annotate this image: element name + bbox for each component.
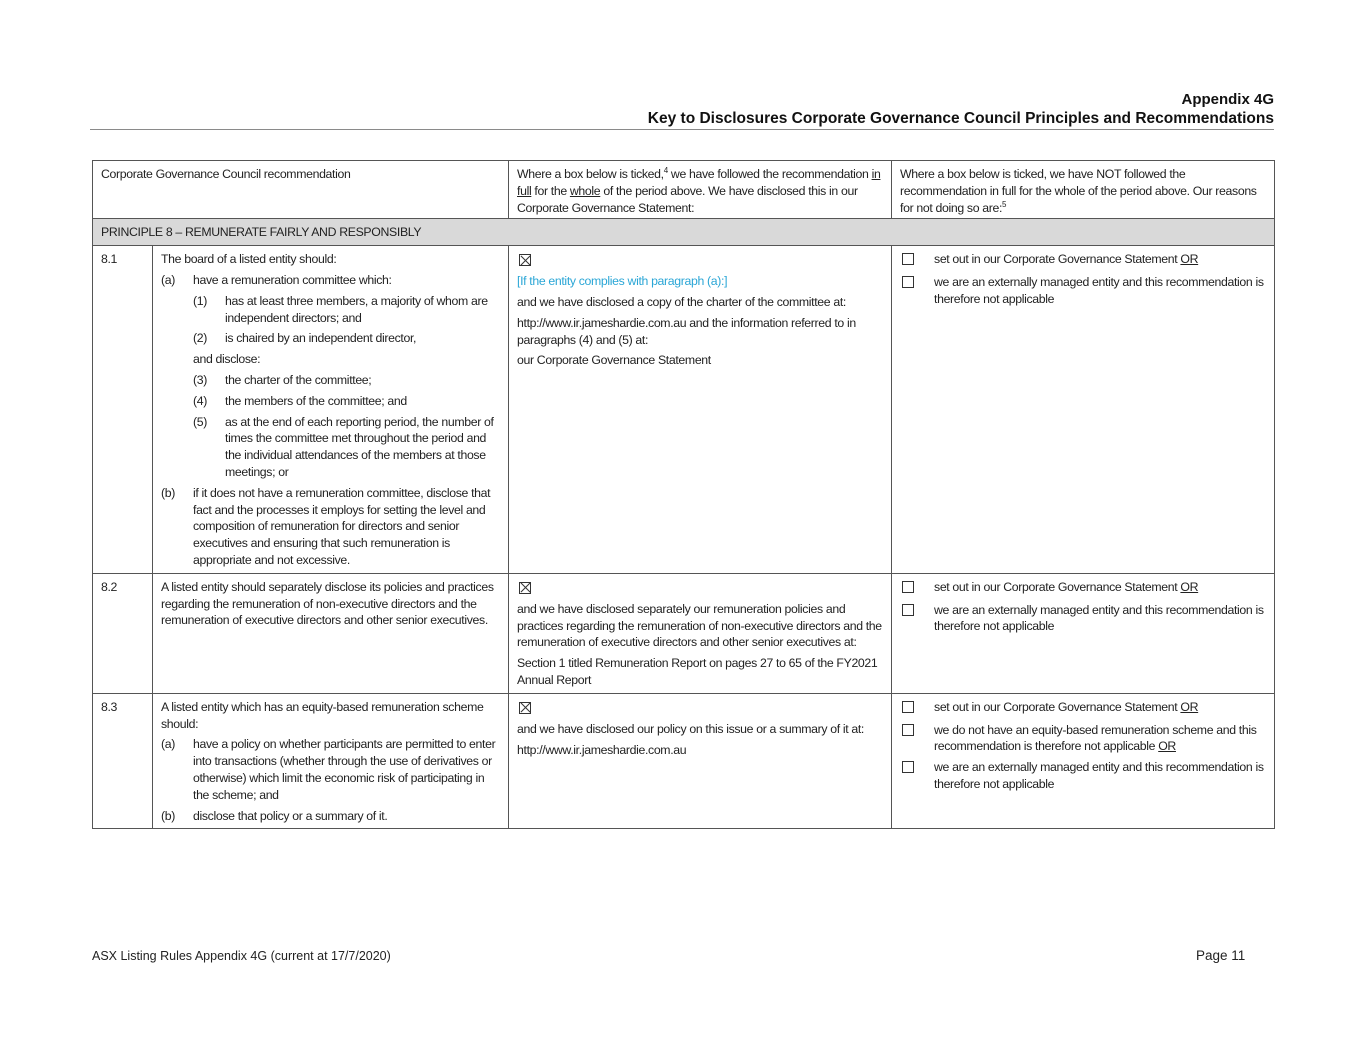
not-followed-cell: set out in our Corporate Governance Statement OR we do not have an equity-based remuneration scheme and this recommendation is therefore not applicable OR we are an externally managed entity and this recommendation is therefore not applicable: [892, 693, 1275, 829]
recommendation-id: 8.2: [93, 573, 153, 693]
page-header: [90, 91, 1274, 130]
checked-box-icon[interactable]: [519, 702, 531, 714]
column-header-followed: Where a box below is ticked,$^4$ we have followed the recommendation in full for the whole of the period above. We have disclosed this in our Corporate Governance Statement:: [509, 161, 892, 219]
unchecked-box-icon[interactable]: [902, 724, 914, 736]
footer-source: ASX Listing Rules Appendix 4G (current at 17/7/2020): [92, 949, 391, 963]
page-number: Page 11: [1196, 948, 1246, 963]
unchecked-box-icon[interactable]: [902, 604, 914, 616]
column-header-recommendation: Corporate Governance Council recommendation: [93, 161, 509, 219]
unchecked-box-icon[interactable]: [902, 253, 914, 265]
appendix-title: Appendix 4G: [1181, 91, 1274, 108]
column-header-not-followed: Where a box below is ticked, we have NOT followed the recommendation in full for the whole of the period above. Our reasons for not doing so are:$^5$: [892, 161, 1275, 219]
followed-cell: and we have disclosed separately our remuneration policies and practices regarding the remuneration of non-executive directors and the remuneration of executive directors and other senior executives at: Section 1 titled Remuneration Report on pages 27 to 65 of the FY2021 Annual Report: [509, 573, 892, 693]
recommendation-text: A listed entity should separately disclose its policies and practices regarding the remuneration of non-executive directors and the remuneration of executive directors and other senior executives.: [153, 573, 509, 693]
unchecked-box-icon[interactable]: [902, 276, 914, 288]
table-row: [93, 246, 1275, 574]
table-row: [93, 573, 1275, 693]
principle-heading: PRINCIPLE 8 – REMUNERATE FAIRLY AND RESPONSIBLY: [93, 219, 1275, 246]
checked-box-icon[interactable]: [519, 254, 531, 266]
recommendation-id: 8.3: [93, 693, 153, 829]
unchecked-box-icon[interactable]: [902, 761, 914, 773]
unchecked-box-icon[interactable]: [902, 701, 914, 713]
not-followed-cell: set out in our Corporate Governance Statement OR we are an externally managed entity and this recommendation is therefore not applicable: [892, 573, 1275, 693]
not-followed-cell: set out in our Corporate Governance Statement OR we are an externally managed entity and this recommendation is therefore not applicable: [892, 246, 1275, 574]
unchecked-box-icon[interactable]: [902, 581, 914, 593]
governance-table: [92, 160, 1275, 829]
footnote-5: 5: [1002, 199, 1007, 209]
table-header-row: [93, 161, 1275, 219]
recommendation-text: A listed entity which has an equity-based remuneration scheme should: (a) have a policy on whether participants are permitted to enter into transactions (whether through the use of derivatives or otherwise) which limit the economic risk of participating in the scheme; and (b) disclose that policy or a summary of it.: [153, 693, 509, 829]
compliance-note: [If the entity complies with paragraph (a):]: [517, 274, 728, 289]
followed-cell: [If the entity complies with paragraph (a):] and we have disclosed a copy of the charter of the committee at: http://www.ir.jameshardie.com.au and the information referred to in paragraphs (4) and (5) at: our Corporate Governance Statement: [509, 246, 892, 574]
recommendation-id: 8.1: [93, 246, 153, 574]
table-row: [93, 693, 1275, 829]
footnote-4: 4: [663, 165, 668, 175]
checked-box-icon[interactable]: [519, 582, 531, 594]
followed-cell: and we have disclosed our policy on this issue or a summary of it at: http://www.ir.jameshardie.com.au: [509, 693, 892, 829]
document-subtitle: Key to Disclosures Corporate Governance Council Principles and Recommendations: [647, 110, 1274, 127]
principle-row: [93, 219, 1275, 246]
recommendation-text: The board of a listed entity should: (a) have a remuneration committee which: (1) has at least three members, a majority of whom are independent directors; and (2) is chaired by an independent director, and disclose: (3) the charter of the committee; (4) the members of the committee; and (5) as at the end of each reporting period, the number of times the committee met throughout the period and the individual attendances of the members at those meetings; or (b) if it does not have a remuneration committee, disclose that fact and the processes it employs for setting the level and composition of remuneration for directors and senior executives and ensuring that such remuneration is appropriate and not excessive.: [153, 246, 509, 574]
